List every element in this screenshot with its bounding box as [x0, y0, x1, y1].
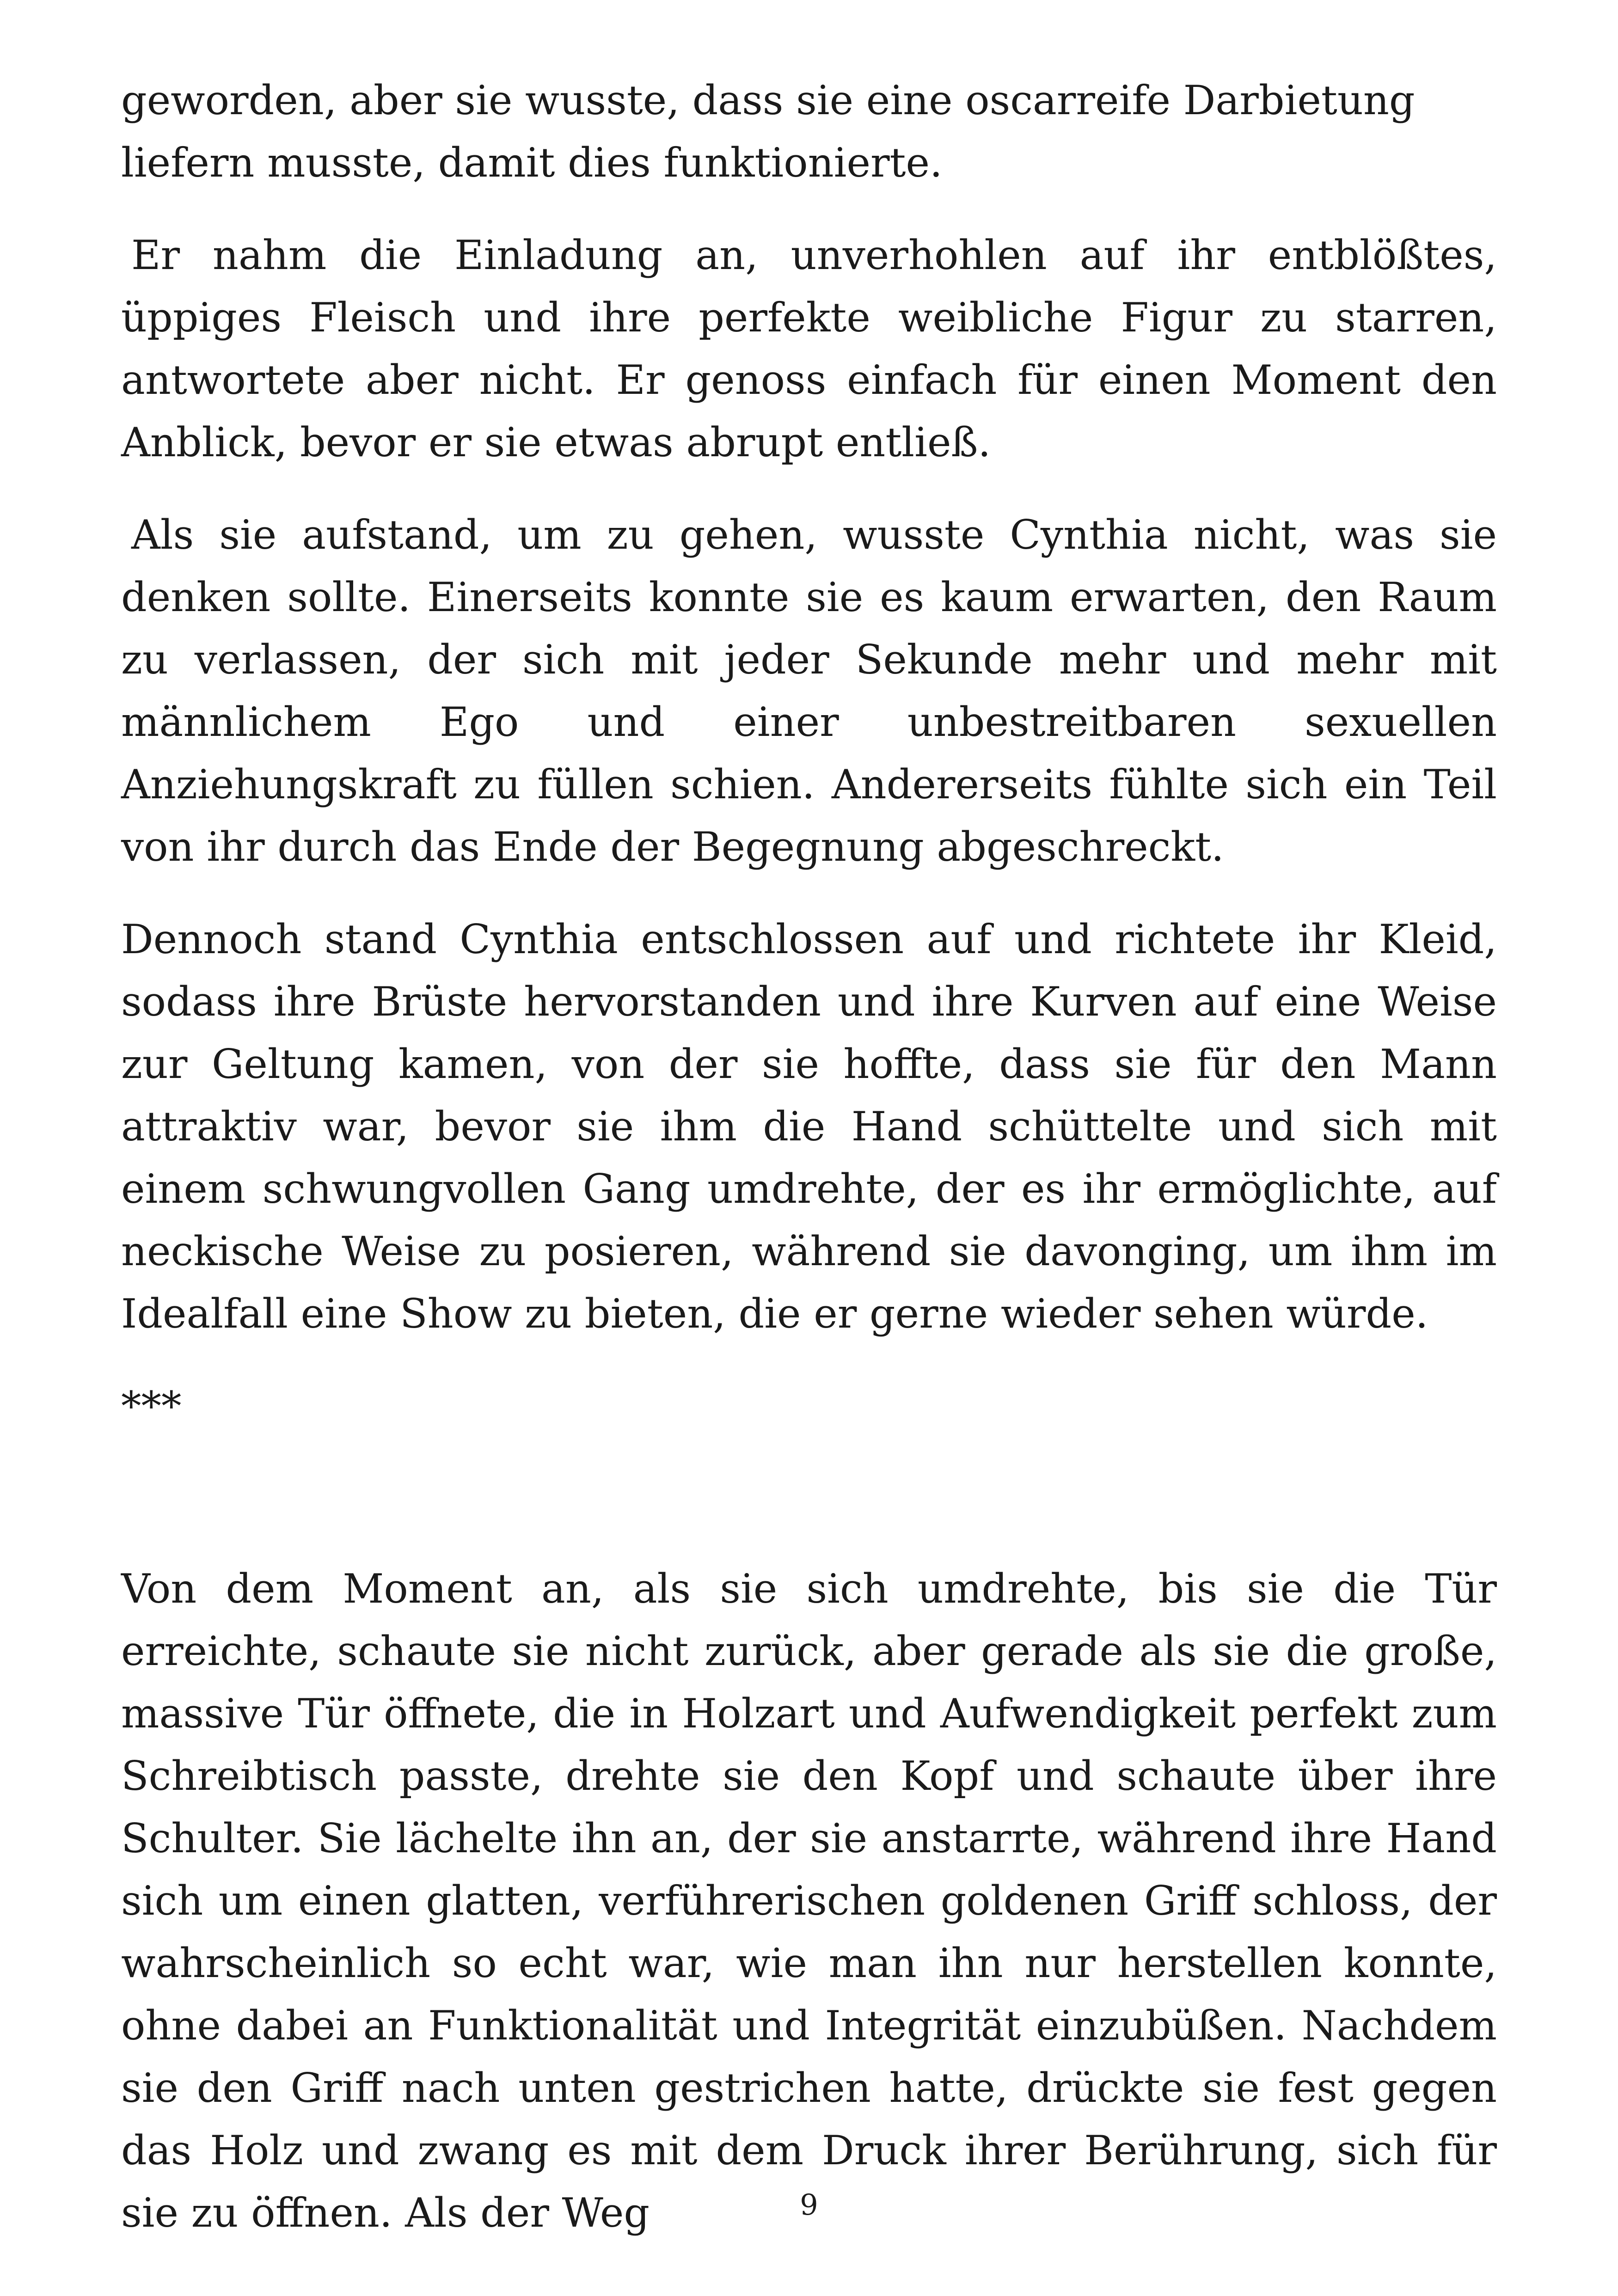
paragraph-4: Dennoch stand Cynthia entschlossen auf und richtete ihr Kleid, sodass ihre Brüste hervorstanden und ihre Kurven auf eine Weise zur Geltung kamen, von der sie hoffte, dass sie für den Mann attraktiv war, bevor sie ihm die Hand schüttelte und sich mit einem schwungvollen Gang umdrehte, der es ihr ermöglichte, auf neckische Weise zu posieren, während sie davonging, um ihm im Idealfall eine Show zu bieten, die er gerne wieder sehen würde. — [121, 916, 1497, 1337]
scene-separator: *** — [121, 1383, 182, 1430]
paragraph-1: geworden, aber sie wusste, dass sie eine oscarreife Darbietung liefern musste, damit dies funktionierte. — [121, 77, 1415, 186]
paragraph-5: Von dem Moment an, als sie sich umdrehte, bis sie die Tür erreichte, schaute sie nicht zurück, aber gerade als sie die große, massive Tür öffnete, die in Holzart und Aufwendigkeit perfekt zum Schreibtisch passte, drehte sie den Kopf und schaute über ihre Schulter. Sie lächelte ihn an, der sie anstarrte, während ihre Hand sich um einen glatten, verführerischen goldenen Griff schloss, der wahrscheinlich so echt war, wie man ihn nur herstellen konnte, ohne dabei an Funktionalität und Integrität einzubüßen. Nachdem sie den Griff nach unten gestrichen hatte, drückte sie fest gegen das Holz und zwang es mit dem Druck ihrer Berührung, sich für sie zu öffnen. Als der Weg — [121, 1565, 1497, 2236]
page-number: 9 — [800, 2188, 818, 2222]
paragraph-3: Als sie aufstand, um zu gehen, wusste Cynthia nicht, was sie denken sollte. Einerseits konnte sie es kaum erwarten, den Raum zu verlassen, der sich mit jeder Sekunde mehr und mehr mit männlichem Ego und einer unbestreitbaren sexuellen Anziehungskraft zu füllen schien. Andererseits fühlte sich ein Teil von ihr durch das Ende der Begegnung abgeschreckt. — [121, 511, 1497, 870]
paragraph-2: Er nahm die Einladung an, unverhohlen auf ihr entblößtes, üppiges Fleisch und ihre perfekte weibliche Figur zu starren, antwortete aber nicht. Er genoss einfach für einen Moment den Anblick, bevor er sie etwas abrupt entließ. — [121, 232, 1497, 466]
body-text — [121, 69, 1497, 2274]
scene-gap — [121, 1438, 1497, 1558]
